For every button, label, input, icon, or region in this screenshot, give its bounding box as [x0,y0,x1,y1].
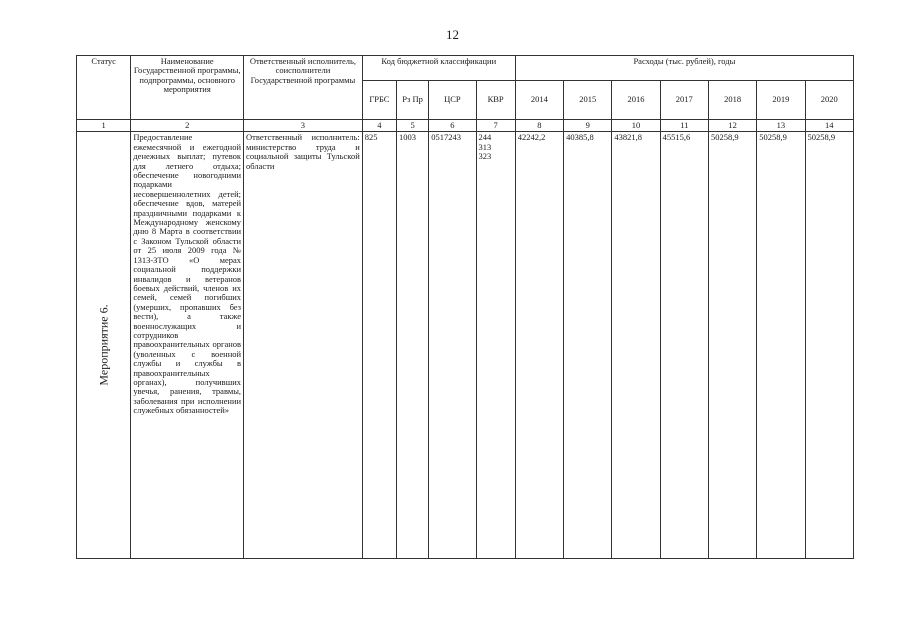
column-number: 12 [708,120,756,132]
kvr-code: 313 [478,141,492,152]
header-csr: ЦСР [429,81,476,120]
column-number: 7 [476,120,515,132]
header-year-2014: 2014 [515,81,563,120]
table-row [77,132,854,559]
column-number: 11 [660,120,708,132]
csr-value: 0517243 [429,132,476,559]
kvr-code: 323 [478,151,492,162]
budget-table [76,55,854,559]
expense-2014: 42242,2 [515,132,563,559]
column-number: 5 [397,120,429,132]
responsible-executor: Ответственный исполнитель: министерство труда и социальной защиты Тульской области [244,132,363,559]
column-number: 9 [564,120,612,132]
page-number: 12 [446,27,459,42]
kvr-code: 244 [478,132,492,143]
header-rzpr: Рз Пр [397,81,429,120]
expense-2016: 43821,8 [612,132,660,559]
rzpr-value: 1003 [397,132,429,559]
column-number: 8 [515,120,563,132]
column-number: 13 [757,120,805,132]
expense-2018: 50258,9 [708,132,756,559]
header-grbs: ГРБС [362,81,396,120]
expense-2015: 40385,8 [564,132,612,559]
column-number: 2 [131,120,244,132]
expense-2019: 50258,9 [757,132,805,559]
column-number: 14 [805,120,853,132]
measure-name: Предоставление ежемесячной и ежегодной денежных выплат; путевок для летнего отдыха; обеспечение новогодними подарками несовершеннолетних детей; обеспечение вдов, матерей праздничными подарками к Международному женскому дню 8 Марта в соответствии с Законом Тульской области от 25 июля 2009 года № 1313-ЗТО «О мерах социальной поддержки инвалидов и ветеранов боевых действий, членов их семей, семей погибших (умерших, пропавших без вести), а также военнослужащих и сотрудников правоохранительных органов (уволенных с военной службы и службы в правоохранительных органах), получивших увечья, ранения, травмы, заболевания при исполнении служебных обязанностей» [131,132,244,559]
header-year-2020: 2020 [805,81,853,120]
header-year-2018: 2018 [708,81,756,120]
status-cell [77,132,131,559]
header-year-2015: 2015 [564,81,612,120]
header-responsible: Ответственный исполнитель, соисполнители Государственной программы [244,56,363,120]
column-number: 4 [362,120,396,132]
header-year-2017: 2017 [660,81,708,120]
column-number: 6 [429,120,476,132]
column-number: 3 [244,120,363,132]
header-expenses: Расходы (тыс. рублей), годы [515,56,853,81]
column-number: 10 [612,120,660,132]
grbs-value: 825 [362,132,396,559]
header-budget-code: Код бюджетной классификации [362,56,515,81]
header-year-2016: 2016 [612,81,660,120]
kvr-values [476,132,515,559]
expense-2017: 45515,6 [660,132,708,559]
header-kvr: КВР [476,81,515,120]
expense-2020: 50258,9 [805,132,853,559]
header-name: Наименование Государственной программы, подпрограммы, основного мероприятия [131,56,244,120]
status-label: Мероприятие 6. [95,304,110,387]
header-year-2019: 2019 [757,81,805,120]
column-number: 1 [77,120,131,132]
header-status: Статус [77,56,131,120]
